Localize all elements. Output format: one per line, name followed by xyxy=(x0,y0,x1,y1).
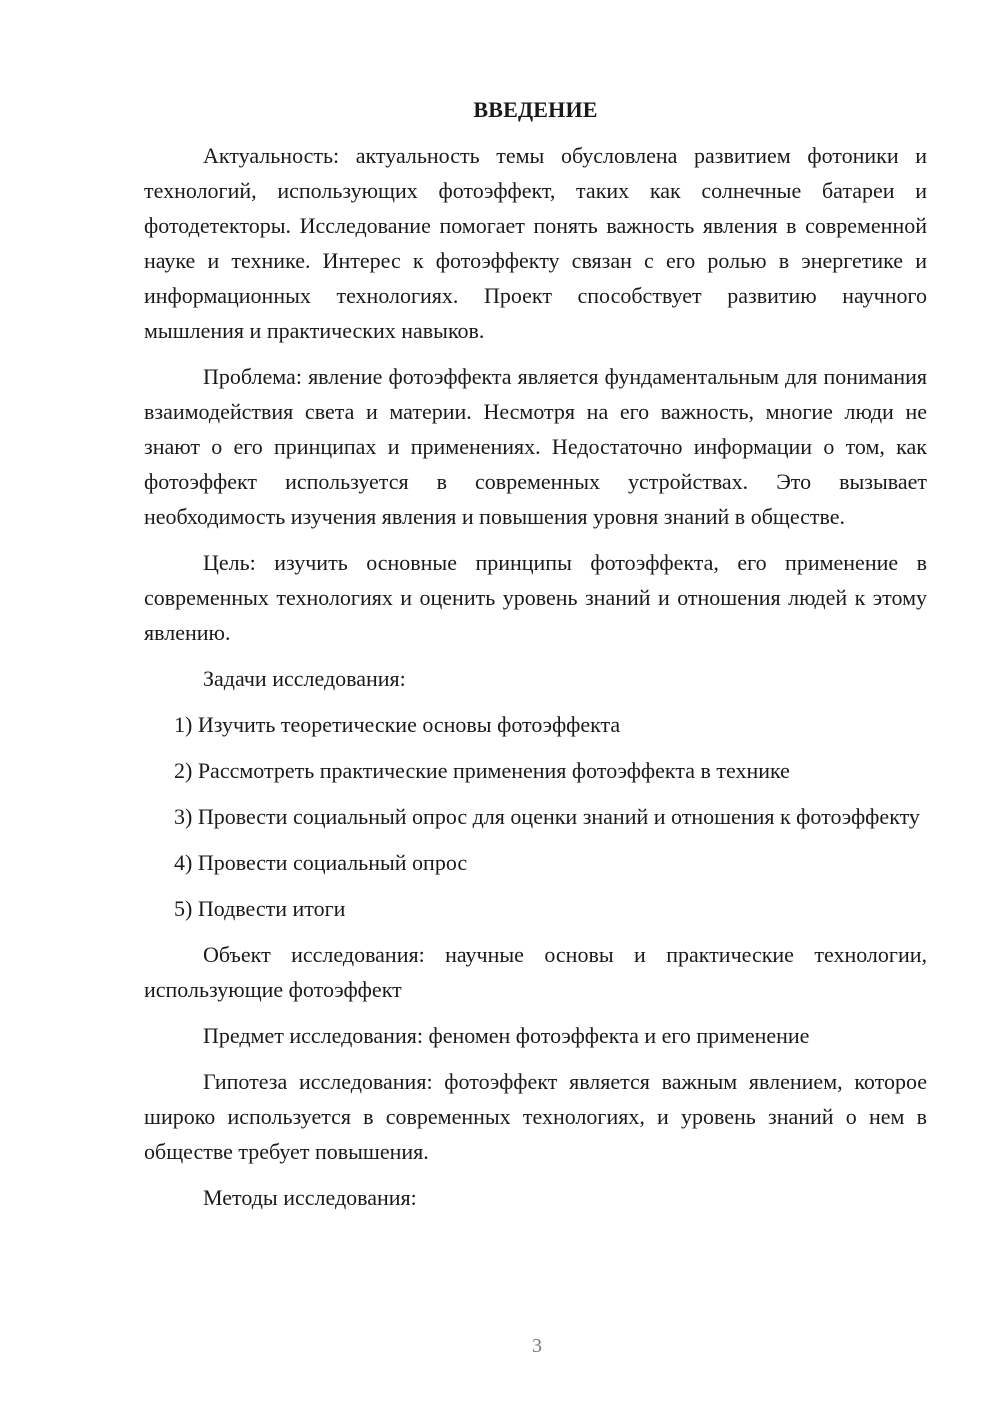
paragraph-hypothesis: Гипотеза исследования: фотоэффект является важным явлением, которое широко используется в современных технологиях, и уровень знаний о нем в обществе требует повышения. xyxy=(144,1069,927,1164)
task-item-1: 1) Изучить теоретические основы фотоэффекта xyxy=(174,712,621,737)
task-item-5: 5) Подвести итоги xyxy=(174,896,346,921)
paragraph-subject: Предмет исследования: феномен фотоэффекта и его применение xyxy=(203,1023,810,1048)
page-number: 3 xyxy=(532,1335,542,1357)
document-body xyxy=(144,94,927,1226)
paragraph-problem: Проблема: явление фотоэффекта является фундаментальным для понимания взаимодействия света и материи. Несмотря на его важность, многие люди не знают о его принципах и применениях. Недостаточно информации о том, как фотоэффект используется в современных устройствах. Это вызывает необходимость изучения явления и повышения уровня знаний в обществе. xyxy=(144,364,927,529)
section-title: ВВЕДЕНИЕ xyxy=(473,97,598,122)
task-item-4: 4) Провести социальный опрос xyxy=(174,850,468,875)
task-item-2: 2) Рассмотреть практические применения фотоэффекта в технике xyxy=(174,758,790,783)
paragraph-goal: Цель: изучить основные принципы фотоэффекта, его применение в современных технологиях и оценить уровень знаний и отношения людей к этому явлению. xyxy=(144,550,927,645)
task-item-3: 3) Провести социальный опрос для оценки знаний и отношения к фотоэффекту xyxy=(174,804,920,829)
paragraph-methods: Методы исследования: xyxy=(203,1185,417,1210)
paragraph-relevance: Актуальность: актуальность темы обусловлена развитием фотоники и технологий, использующих фотоэффект, таких как солнечные батареи и фотодетекторы. Исследование помогает понять важность явления в современной науке и технике. Интерес к фотоэффекту связан с его ролью в энергетике и информационных технологиях. Проект способствует развитию научного мышления и практических навыков. xyxy=(144,143,927,343)
paragraph-object: Объект исследования: научные основы и практические технологии, использующие фотоэффект xyxy=(144,942,927,1002)
paragraph-tasks-heading: Задачи исследования: xyxy=(203,666,406,691)
